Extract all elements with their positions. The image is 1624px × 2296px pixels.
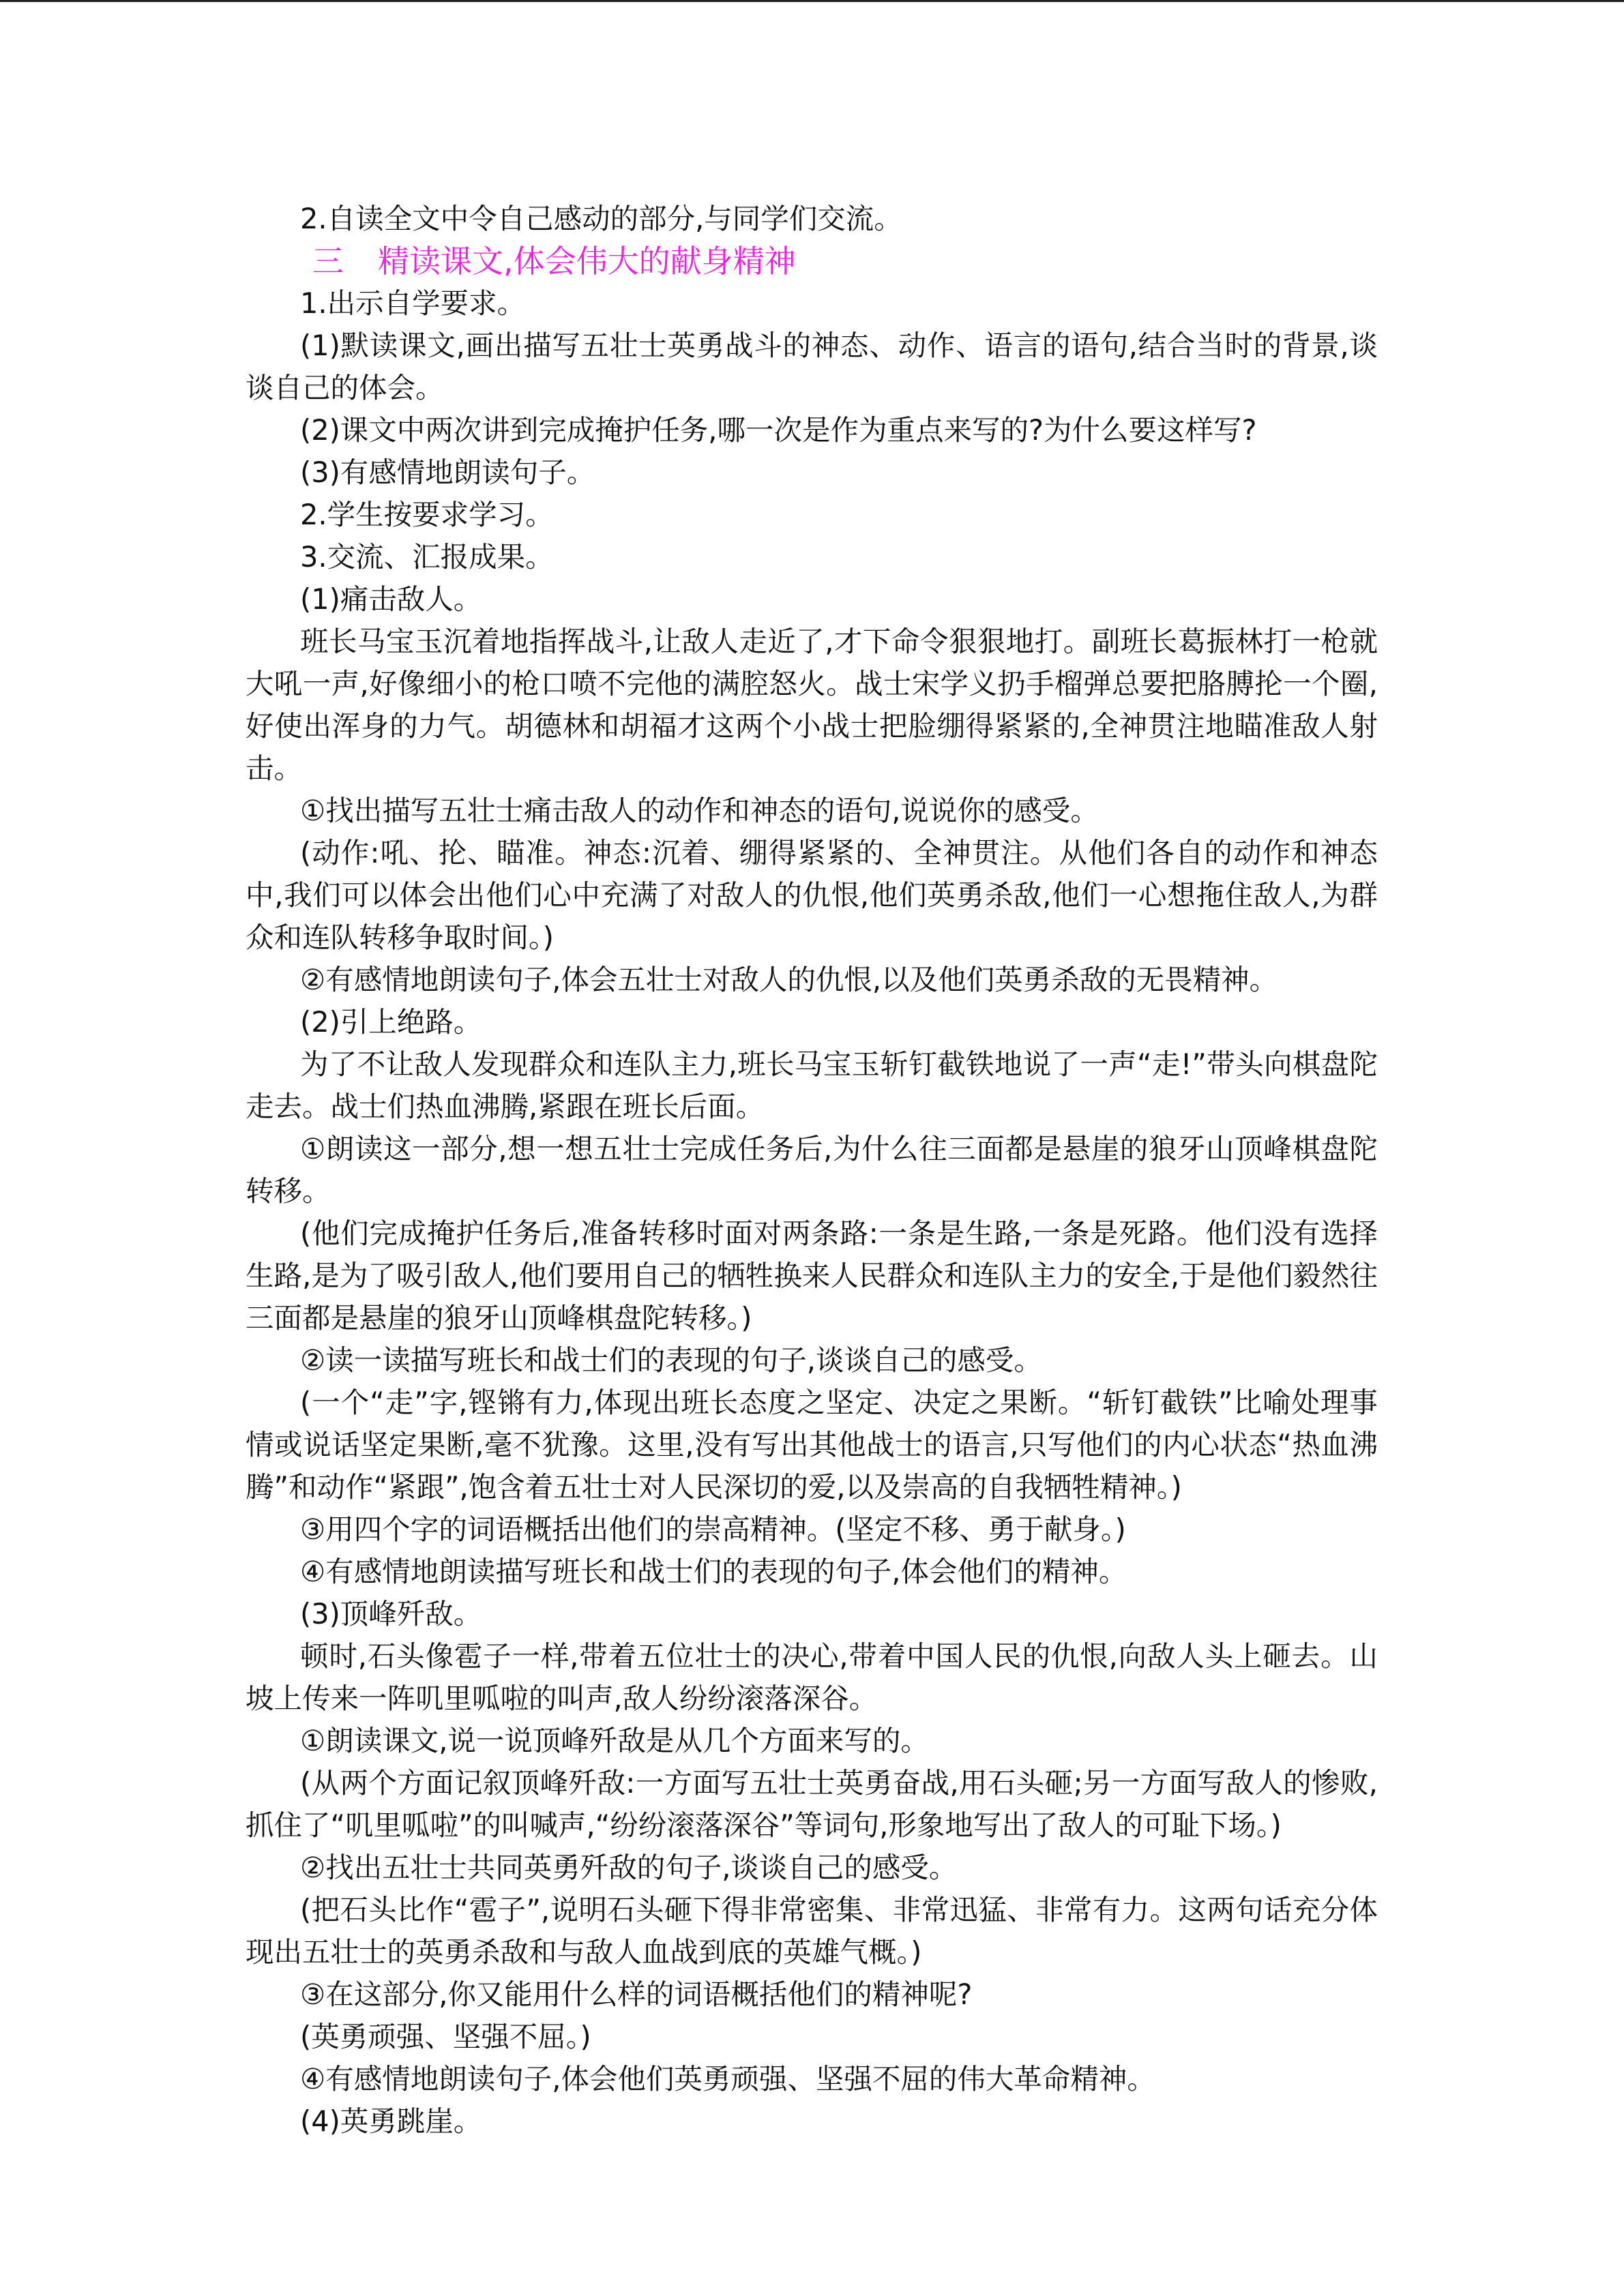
top-border-line	[0, 0, 1624, 2]
paragraph-item-25: ②找出五壮士共同英勇歼敌的句子,谈谈自己的感受。	[300, 1851, 958, 1884]
section-heading-text: 精读课文,体会伟大的献身精神	[378, 243, 796, 280]
paragraph-item-3: (1)默读课文,画出描写五壮士英勇战斗的神态、动作、语言的语句,结合当时的背景,谈谈自己的体会。	[246, 329, 1378, 404]
paragraph-item-2: 1.出示自学要求。	[300, 286, 526, 320]
paragraph-item-1: 2.自读全文中令自己感动的部分,与同学们交流。	[300, 202, 902, 235]
paragraph-item-12: ②有感情地朗读句子,体会五壮士对敌人的仇恨,以及他们英勇杀敌的无畏精神。	[300, 963, 1278, 996]
paragraph-item-26: (把石头比作“雹子”,说明石头砸下得非常密集、非常迅猛、非常有力。这两句话充分体现出五壮士的英勇杀敌和与敌人血战到底的英雄气概。)	[246, 1893, 1378, 1969]
paragraph-item-30: (4)英勇跳崖。	[300, 2104, 482, 2138]
paragraph-item-29: ④有感情地朗读句子,体会他们英勇顽强、坚强不屈的伟大革命精神。	[300, 2062, 1155, 2096]
paragraph-item-17: ②读一读描写班长和战士们的表现的句子,谈谈自己的感受。	[300, 1343, 1042, 1377]
paragraph-item-6: 2.学生按要求学习。	[300, 498, 554, 531]
paragraph-item-21: (3)顶峰歼敌。	[300, 1597, 482, 1630]
paragraph-item-20: ④有感情地朗读描写班长和战士们的表现的句子,体会他们的精神。	[300, 1555, 1127, 1588]
paragraph-item-13: (2)引上绝路。	[300, 1005, 482, 1039]
paragraph-item-19: ③用四个字的词语概括出他们的崇高精神。(坚定不移、勇于献身。)	[300, 1512, 1126, 1546]
paragraph-item-27: ③在这部分,你又能用什么样的词语概括他们的精神呢?	[300, 1978, 973, 2011]
section-heading	[246, 240, 1378, 282]
paragraph-item-8: (1)痛击敌人。	[300, 582, 482, 616]
paragraph-item-10: ①找出描写五壮士痛击敌人的动作和神态的语句,说说你的感受。	[300, 794, 1099, 827]
paragraph-item-23: ①朗读课文,说一说顶峰歼敌是从几个方面来写的。	[300, 1724, 929, 1757]
paragraph-item-9: 班长马宝玉沉着地指挥战斗,让敌人走近了,才下命令狠狠地打。副班长葛振林打一枪就大吼一声,好像细小的枪口喷不完他的满腔怒火。战士宋学义扔手榴弹总要把胳膊抡一个圈,好使出浑身的力气。胡德林和胡福才这两个小战士把脸绷得紧紧的,全神贯注地瞄准敌人射击。	[246, 625, 1378, 785]
document-page	[246, 198, 1378, 2143]
paragraph-item-7: 3.交流、汇报成果。	[300, 540, 554, 573]
paragraph-item-11: (动作:吼、抡、瞄准。神态:沉着、绷得紧紧的、全神贯注。从他们各自的动作和神态中,我们可以体会出他们心中充满了对敌人的仇恨,他们英勇杀敌,他们一心想拖住敌人,为群众和连队转移争取时间。)	[246, 836, 1378, 954]
paragraph-item-22: 顿时,石头像雹子一样,带着五位壮士的决心,带着中国人民的仇恨,向敌人头上砸去。山坡上传来一阵叽里呱啦的叫声,敌人纷纷滚落深谷。	[246, 1639, 1378, 1715]
paragraph-item-18: (一个“走”字,铿锵有力,体现出班长态度之坚定、决定之果断。“斩钉截铁”比喻处理事情或说话坚定果断,毫不犹豫。这里,没有写出其他战士的语言,只写他们的内心状态“热血沸腾”和动作“紧跟”,饱含着五壮士对人民深切的爱,以及崇高的自我牺牲精神。)	[246, 1386, 1378, 1504]
paragraph-item-4: (2)课文中两次讲到完成掩护任务,哪一次是作为重点来写的?为什么要这样写?	[300, 413, 1257, 447]
paragraph-item-24: (从两个方面记叙顶峰歼敌:一方面写五壮士英勇奋战,用石头砸;另一方面写敌人的惨败,抓住了“叽里呱啦”的叫喊声,“纷纷滚落深谷”等词句,形象地写出了敌人的可耻下场。)	[246, 1766, 1378, 1842]
paragraph-item-16: (他们完成掩护任务后,准备转移时面对两条路:一条是生路,一条是死路。他们没有选择生路,是为了吸引敌人,他们要用自己的牺牲换来人民群众和连队主力的安全,于是他们毅然往三面都是悬崖的狼牙山顶峰棋盘陀转移。)	[246, 1217, 1378, 1335]
paragraph-item-28: (英勇顽强、坚强不屈。)	[300, 2020, 591, 2053]
section-heading-number: 三	[312, 243, 344, 280]
paragraph-item-5: (3)有感情地朗读句子。	[300, 456, 595, 489]
paragraph-item-15: ①朗读这一部分,想一想五壮士完成任务后,为什么往三面都是悬崖的狼牙山顶峰棋盘陀转移。	[246, 1132, 1378, 1208]
paragraph-item-14: 为了不让敌人发现群众和连队主力,班长马宝玉斩钉截铁地说了一声“走!”带头向棋盘陀走去。战士们热血沸腾,紧跟在班长后面。	[246, 1047, 1378, 1123]
